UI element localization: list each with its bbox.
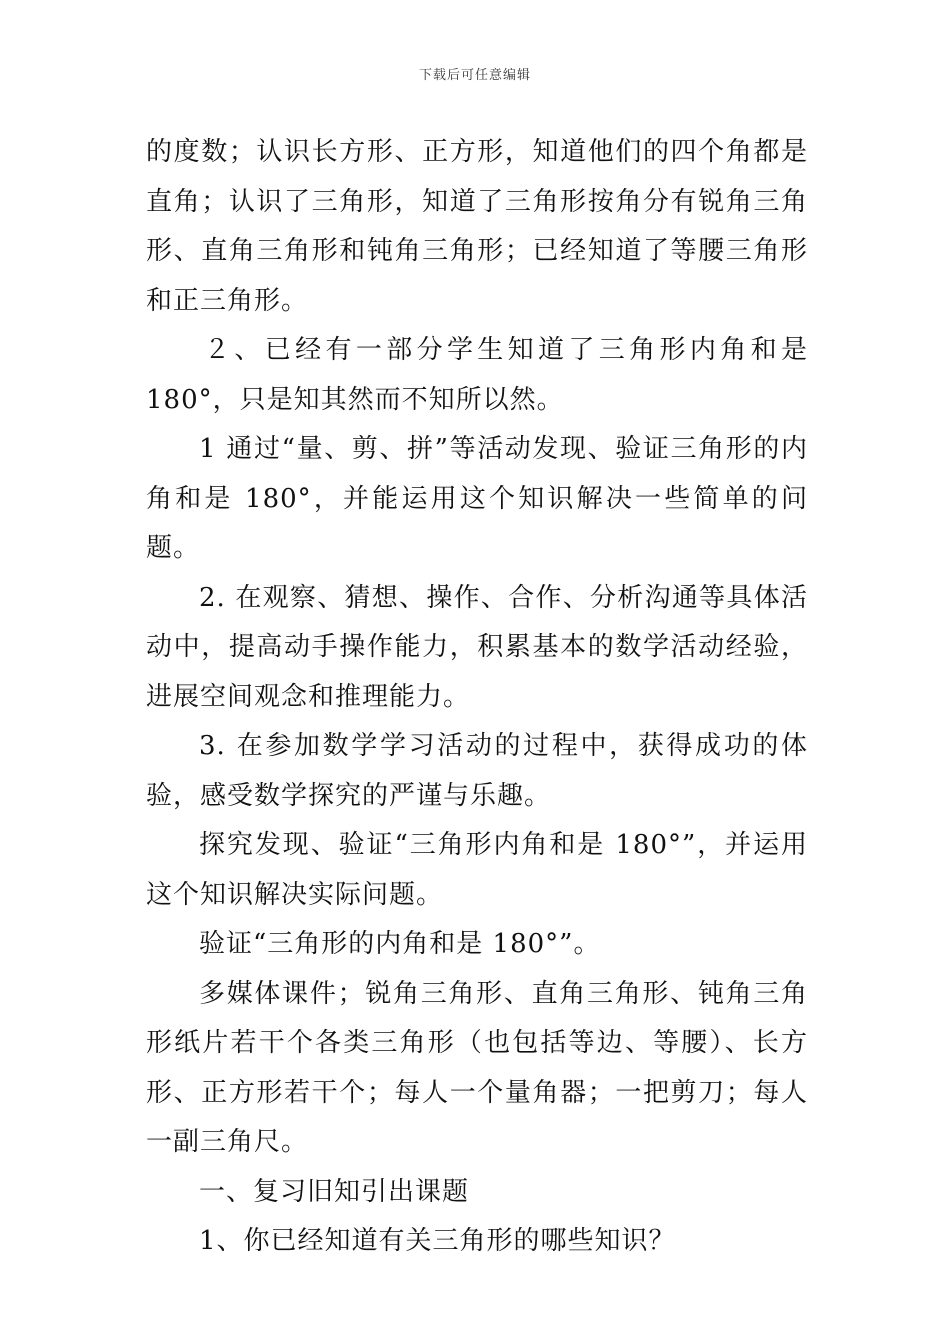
paragraph-objective-2: 2. 在观察、猜想、操作、合作、分析沟通等具体活动中，提高动手操作能力，积累基本的数学活动经验，进展空间观念和推理能力。: [146, 582, 808, 712]
document-body: [146, 128, 808, 1267]
paragraph-difficulty: 验证“三角形的内角和是 180°”。: [199, 929, 601, 959]
section-heading-review: 一、复习旧知引出课题: [199, 1176, 470, 1207]
paragraph-student-analysis: ２、已经有一部分学生知道了三角形内角和是 180°，只是知其然而不知所以然。: [146, 335, 808, 415]
paragraph-key-point: 探究发现、验证“三角形内角和是 180°”，并运用这个知识解决实际问题。: [146, 830, 808, 910]
page-header: 下载后可任意编辑: [418, 68, 531, 83]
paragraph-prior-knowledge: 的度数；认识长方形、正方形，知道他们的四个角都是直角；认识了三角形，知道了三角形按角分有锐角三角形、直角三角形和钝角三角形；已经知道了等腰三角形和正三角形。: [146, 137, 808, 316]
paragraph-materials: 多媒体课件；锐角三角形、直角三角形、钝角三角形纸片若干个各类三角形（也包括等边、等腰）、长方形、正方形若干个；每人一个量角器；一把剪刀；每人一副三角尺。: [146, 978, 808, 1157]
paragraph-objective-1: 1 通过“量、剪、拼”等活动发现、验证三角形的内角和是 180°，并能运用这个知识解决一些简单的问题。: [146, 434, 808, 563]
paragraph-objective-3: 3. 在参加数学学习活动的过程中，获得成功的体验，感受数学探究的严谨与乐趣。: [146, 731, 808, 811]
paragraph-question-1: 1、你已经知道有关三角形的哪些知识？: [199, 1226, 676, 1256]
